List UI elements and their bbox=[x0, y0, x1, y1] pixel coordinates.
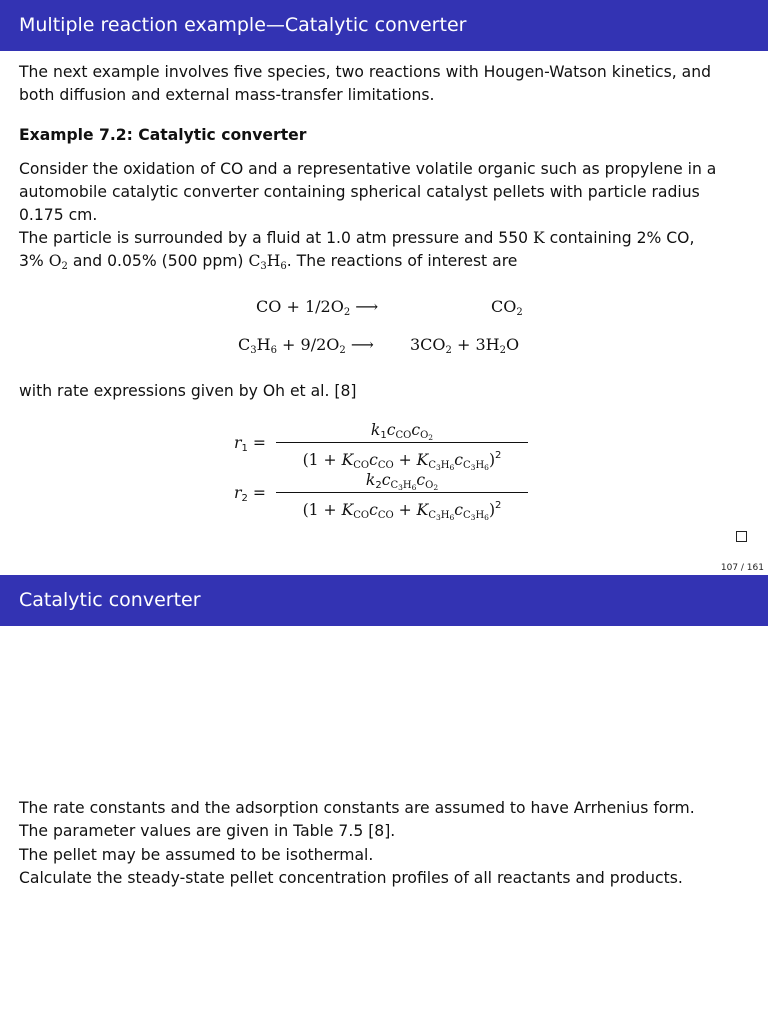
problem-paragraph: Consider the oxidation of CO and a representative volatile organic such as propylene in a automobile catalytic converter containing spherical catalyst pellets with particle radius 0.175 cm. The particle is surrounded by a fluid at 1.0 atm pressure and 550 K containing 2% CO, 3% $O_2$ and 0.05% (500 ppm) $C_3H_6$. The reactions of interest are bbox=[19, 158, 749, 278]
slide-title-bar bbox=[0, 575, 768, 626]
page-number: 107 / 161 bbox=[720, 563, 764, 573]
assumptions-paragraph: The rate constants and the adsorption constants are assumed to have Arrhenius form. The parameter values are given in Table 7.5 [8]. The pellet may be assumed to be isothermal. Calculate the steady-state pellet concentration profiles of all reactants and products. bbox=[19, 799, 695, 887]
reaction-2-rhs: $3CO_2 + 3H_2O$ bbox=[410, 335, 520, 356]
example-heading: Example 7.2: Catalytic converter bbox=[19, 126, 307, 144]
slide-title-bar bbox=[0, 0, 768, 51]
end-of-example-square-icon bbox=[736, 531, 747, 542]
slide-title: Multiple reaction example—Catalytic converter bbox=[19, 14, 467, 36]
intro-paragraph: The next example involves five species, two reactions with Hougen-Watson kinetics, and both diffusion and external mass-transfer limitations. bbox=[19, 63, 712, 104]
slide-108 bbox=[0, 575, 768, 1024]
conditions-line-2: 3% $O_2$ and 0.05% (500 ppm) $C_3H_6$. The reactions of interest are bbox=[19, 252, 518, 272]
slide-107: Multiple reaction example—Catalytic converter The next example involves five species, two reactions with Hougen-Watson kinetics, and both diffusion and external mass-transfer limitations. Example 7.2: Catalytic converter Consider the oxidation of CO and a representative volatile organic such as propylene in a automobile catalytic converter containing spherical catalyst pellets with particle radius 0.175 cm. The particle is surrounded by a fluid at 1.0 atm pressure and 550 K containing 2% CO, 3% $O_2$ and 0.05% (500 ppm) $C_3H_6$. The reactions of interest are CO + $1/2O_2$ ⟶ $CO_2$ $C_3H_6 + 9/2O_2$ ⟶ $3CO_2 + 3H_2O$ with rate expressions given by Oh et al. [8] $r_1$ = $k_1c_{CO}c_{O_2}$ $(1 + K_{CO}c_{CO} + K_{C_3H_6}c_{C_3H_6})^2$ $r_2$ = $k_2c_{C_3H_6}c_{O_2}$ $(1 + K_{CO}c_{CO} + K_{C_3H_6}c_{C_3H_6})^2$ 107 / 161 bbox=[0, 0, 768, 575]
reaction-1-lhs: CO + $1/2O_2$ ⟶ bbox=[256, 297, 379, 318]
reaction-1-rhs: $CO_2$ bbox=[491, 297, 523, 318]
conditions-line-1: The particle is surrounded by a fluid at 1.0 atm pressure and 550 K containing 2% CO, bbox=[19, 229, 695, 247]
rate-intro: with rate expressions given by Oh et al. [8] bbox=[19, 382, 357, 400]
slide-title: Catalytic converter bbox=[19, 589, 201, 611]
reaction-2-lhs: $C_3H_6 + 9/2O_2$ ⟶ bbox=[238, 335, 374, 356]
